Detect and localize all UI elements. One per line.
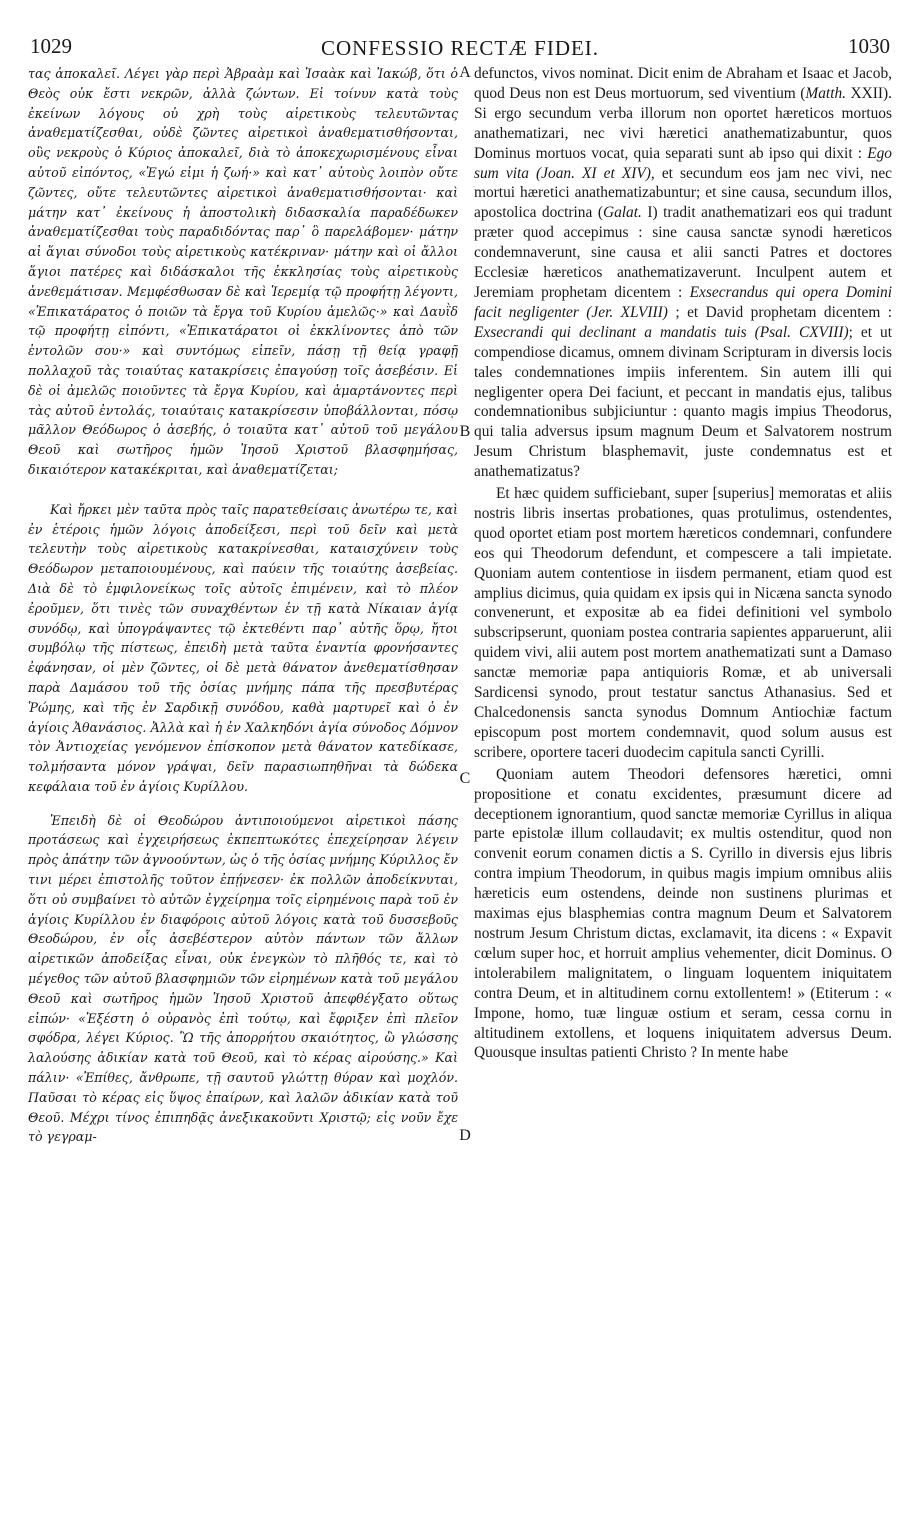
scripture-quote: Ego sum vita (Joan. XI et XIV) — [474, 144, 892, 182]
latin-text: ; et ut compendiose dicamus, omnem divinam Scripturam in diversis locis tales condemnationes impiis inferentem. Sin autem illi qui negligenter opera Dei faciunt, et peccant in mandatis ejus, talibus condemnationibus subjiciuntur : quanto magis impius Theodorus, qui talia adversus ipsum magnum Deum et Salvatorem nostrum Jesum Christum blasphemavit, juste condemnatus est et anathematizatus? — [474, 323, 892, 481]
latin-column — [474, 64, 892, 1063]
column-number-right: 1030 — [848, 34, 890, 58]
greek-column — [28, 64, 458, 1147]
page-header — [0, 34, 920, 60]
running-title: CONFESSIO RECTÆ FIDEI. — [320, 36, 600, 60]
greek-paragraph-1: τας ἀποκαλεῖ. Λέγει γὰρ περὶ Ἀβραὰμ καὶ Ἰσαὰκ καὶ Ἰακώβ, ὅτι ὁ Θεὸς οὐκ ἔστι νεκρῶν, ἀλλὰ ζώντων. Εἰ τοίνυν κατὰ τοὺς ἐκείνων λόγους οὐ χρὴ τοὺς αἱρετικοὺς τελευτῶντας ἀναθεματίζεσθαι, οὐδὲ ζῶντες αἱρετικοὶ ἀναθεματισθήσονται, οὓς νεκροὺς ὁ Κύριος ἀποκαλεῖ, διὰ τὸ ἀποκεχωρισμένους εἶναι αὐτοῦ εἰπόντος, «Ἐγώ εἰμι ἡ ζωή·» καὶ κατ᾽ αὐτοὺς λοιπὸν οὔτε ζῶντες, οὔτε τελευτῶντες αἱρετικοὶ ἀναθεματισθήσονται· καὶ μάτην κατ᾽ ἐκείνους ἡ ἀποστολικὴ διδασκαλία παραδέδωκεν ἀναθεματίζεσθαι τοὺς παραδιδόντας παρ᾽ ὃ παρελάβομεν· μάτην αἱ ἅγιαι σύνοδοι τοὺς αἱρετικοὺς κατέκριναν· μάτην καὶ οἱ ἄλλοι ἅγιοι πατέρες καὶ διδάσκαλοι τῆς ἐκκλησίας τοὺς αἱρετικοὺς ἀνεθεμάτισαν. Μεμφέσθωσαν δὲ καὶ Ἱερεμίᾳ τῷ προφήτῃ λέγοντι, «Ἐπικατάρατος ὁ ποιῶν τὰ ἔργα τοῦ Κυρίου ἀμελῶς·» καὶ Δαυῒδ τῷ προφήτῃ εἰπόντι, «Ἐπικατάρατοι οἱ ἐκκλίνοντες ἀπὸ τῶν ἐντολῶν σου·» καὶ συντόμως εἰπεῖν, πάσῃ τῇ θείᾳ γραφῇ πολλαχοῦ τὰς τοιαύτας κατακρίσεις ἐπαγούσῃ τοῖς ἀσεβέσιν. Εἰ δὲ οἱ ἀμελῶς ποιοῦντες τὰ ἔργα Κυρίου, καὶ ἁμαρτάνοντες περὶ τὰς αὐτοῦ ἐντολάς, τοιαύταις κατακρίσεσιν ὑποβάλλονται, πόσῳ μᾶλλον Θεόδωρος ὁ ἀσεβής, ὁ τοιαῦτα κατ᾽ αὐτοῦ τοῦ μεγάλου Θεοῦ καὶ σωτῆρος ἡμῶν Ἰησοῦ Χριστοῦ βλασφημήσας, δικαιότερον κατακέκριται, καὶ ἀναθεματίζεται; — [28, 66, 458, 477]
scripture-reference: Matth. — [805, 84, 847, 102]
scripture-reference: Galat. — [602, 204, 642, 222]
latin-paragraph-2: Et hæc quidem sufficiebant, super [superius] memoratas et aliis nostris libris insertas probationes, quas protulimus, ostendentes, quod oportet etiam post mortem hæreticos condemnari, confundere eos qui Theodorum defendunt, et compescere a tali impietate. Quoniam autem contentiose in iisdem permanent, etiam quod est amplius dicimus, quia quidam ex ipsis qui in Nicæna sancta synodo convenerunt, et expositæ ab ea fidei definitioni vel symbolo subscripserunt, quoniam postea contraria sapientes apparuerunt, alii quidem vivi, alii autem post mortem anathematizati sunt a Damaso sanctæ memoriæ papa antiquioris Romæ, et ab universali Sardicensi synodo, prout testatur sanctus Athanasius. Sed et Chalcedonensis sancta synodus Domnum Antiochiæ factum episcopum post mortem condemnavit, quod solum ausus est scribere, oportere taceri duodecim capitula sancti Cyrilli. — [474, 485, 892, 761]
latin-text: XXII). Si ergo secundum verba illorum non oportet hæreticos mortuos anathematizari, nec vivi hæretici anathematizabuntur, quos Dominus mortuos vocat, quia separati sunt ab ipso qui dixit : — [474, 84, 892, 162]
latin-text: , et secundum eos jam nec vivi, nec mortui hæretici anathematizabuntur; et sine causa, secundum illos, apostolica doctrina ( — [474, 164, 892, 222]
scripture-quote: Exsecrandus qui opera Domini facit negligenter (Jer. XLVIII) — [474, 283, 893, 321]
latin-text: I) tradit anathematizari eos qui tradunt præter quod accepimus : sine causa sanctæ synodi hæreticos condemnaverunt, sine causa et alii sancti Patres et doctores Ecclesiæ hæreticos anathematizaverunt. Inculpent autem et Jeremiam prophetam dicentem : — [474, 204, 892, 301]
latin-paragraph-1 — [474, 64, 892, 482]
scripture-quote: Exsecrandi qui declinant a mandatis tuis (Psal. CXVIII) — [474, 323, 849, 341]
margin-marker-b: B — [459, 423, 471, 440]
latin-paragraph-3: Quoniam autem Theodori defensores hæretici, omni propositione et conatu excidentes, præsumunt dicere ad deceptionem ignorantium, quod sanctæ memoriæ Cyrillus in aliqua parte epistolæ illum collaudavit; ex multis ostenditur, quod non convenit eorum conamen dictis a S. Cyrillo in diversis ejus libris contra impium Theodorum, in quibus magis impium omnibus aliis hæreticis eum ostendens, deinde non sustinens plurimas et maximas ejus blasphemias contra magnum Deum et Salvatorem nostrum Jesum Christum dictas, exclamavit, ita dicens : « Expavit cœlum super hoc, et horruit amplius vehementer, dicit Dominus. O intolerabilem malignitatem, o linguam loquentem iniquitatem contra Deum, et in altitudinem cornu extollentem! » (Etiterum : « Impone, homo, tuæ linguæ ostium et seram, cessa cornu in altitudinem extollens, et loquens iniquitatem adversus Deum. Quousque insultas patienti Christo ? In mente habe — [474, 765, 892, 1062]
column-number-left: 1029 — [30, 34, 72, 58]
margin-marker-c: C — [459, 770, 471, 787]
margin-marker-d: D — [459, 1127, 471, 1144]
greek-paragraph-2: Καὶ ἤρκει μὲν ταῦτα πρὸς ταῖς παρατεθείσαις ἀνωτέρω τε, καὶ ἐν ἑτέροις ἡμῶν λόγοις ἀποδείξεσι, περὶ τοῦ δεῖν καὶ μετὰ τελευτὴν τοὺς αἱρετικοὺς κατακρίνεσθαι, καταισχύνειν τοὺς Θεόδωρον μεταποιουμένους, καὶ παύειν τῆς τοιαύτης ἀσεβείας. Διὰ δὲ τὸ ἐμφιλονείκως τοῖς αὐτοῖς ἐπιμένειν, καὶ τὸ πλέον ἐροῦμεν, ὅτι τινὲς τῶν συναχθέντων ἐν τῇ κατὰ Νίκαιαν ἁγίᾳ συνόδῳ, καὶ ὑπογράψαντες τῷ ἐκτεθέντι παρ᾽ αὐτῆς ὅρῳ, ἤτοι συμβόλῳ τῆς πίστεως, ἐπειδὴ μετὰ ταῦτα ἐναντία φρονήσαντες ἐφάνησαν, οἱ μὲν ζῶντες, οἱ δὲ μετὰ θάνατον ἀνεθεματίσθησαν παρὰ Δαμάσου τοῦ τῆς ὁσίας μνήμης πάπα τῆς πρεσβυτέρας Ῥώμης, καὶ τῆς ἐν Σαρδικῇ συνόδου, καθὰ μαρτυρεῖ καὶ ὁ ἐν ἁγίοις Ἀθανάσιος. Ἀλλὰ καὶ ἡ ἐν Χαλκηδόνι ἁγία σύνοδος Δόμνον τὸν Ἀντιοχείας γενόμενον ἐπίσκοπον μετὰ θάνατον κατεδίκασε, τολμήσαντα μόνον γράψαι, δεῖν παρασιωπηθῆναι τὰ δώδεκα κεφάλαια τοῦ ἐν ἁγίοις Κυρίλλου. — [28, 501, 458, 794]
greek-paragraph-3: Ἐπειδὴ δὲ οἱ Θεοδώρου ἀντιποιούμενοι αἱρετικοὶ πάσης προτάσεως καὶ ἐγχειρήσεως ἐκπεπτωκότες ἐπεχείρησαν λέγειν πρὸς ἀπάτην τῶν ἀγνοούντων, ὡς ὁ τῆς ὁσίας μνήμης Κύριλλος ἔν τινι μέρει ἐπιστολῆς τοῦτον ἐπῄνεσεν· ἐκ πολλῶν ἀποδείκνυται, ὅτι οὐ συμβαίνει τὸ αὐτῶν ἐγχείρημα τοῖς εἰρημένοις παρὰ τοῦ ἐν ἁγίοις Κυρίλλου ἐν διαφόροις αὐτοῦ λόγοις κατὰ τοῦ δυσσεβοῦς Θεοδώρου, ἐν οἷς ἀσεβέστερον αὐτὸν πάντων τῶν ἄλλων αἱρετικῶν ἀποδείξας εἶναι, οὐκ ἐνεγκὼν τὸ πλῆθός τε, καὶ τὸ μέγεθος τῶν αὐτοῦ βλασφημιῶν τῶν εἰρημένων κατὰ τοῦ μεγάλου Θεοῦ καὶ σωτῆρος ἡμῶν Ἰησοῦ Χριστοῦ ἀπεφθέγξατο οὕτως εἰπών· «Ἐξέστη ὁ οὐρανὸς ἐπὶ τούτῳ, καὶ ἔφριξεν ἐπὶ πλεῖον σφόδρα, λέγει Κύριος. Ὢ τῆς ἀπορρήτου σκαιότητος, ὢ γλώσσης λαλούσης ἀδικίαν κατὰ τοῦ Θεοῦ, καὶ τὸ κέρας αἰρούσης.» Καὶ πάλιν· «Ἐπίθες, ἄνθρωπε, τῇ σαυτοῦ γλώττῃ θύραν καὶ μοχλόν. Παῦσαι τὸ κέρας εἰς ὕψος ἐπαίρων, καὶ λαλῶν ἀδικίαν κατὰ τοῦ Θεοῦ. Μέχρι τίνος ἐπιπηδᾷς ἀνεξικακοῦντι Χριστῷ; εἰς νοῦν ἔχε τὸ γεγραμ- — [28, 812, 458, 1145]
latin-text: defunctos, vivos nominat. Dicit enim de Abraham et Isaac et Jacob, quod Deus non est Deus mortuorum, sed viventium ( — [474, 65, 892, 102]
margin-marker-a: A — [459, 64, 471, 81]
latin-text: ; et David prophetam dicentem : — [667, 303, 892, 321]
